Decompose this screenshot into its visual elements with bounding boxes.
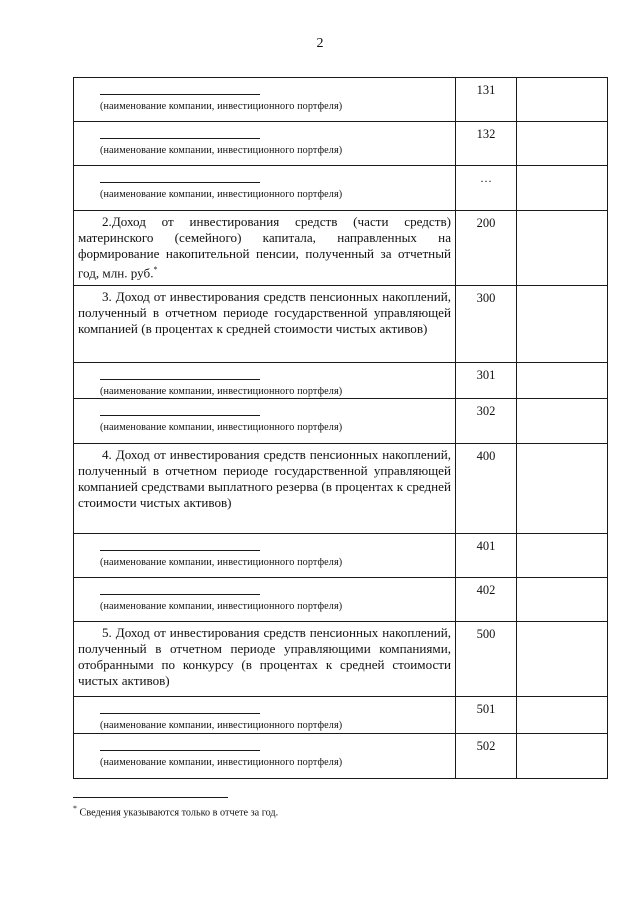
value-cell[interactable] xyxy=(517,211,608,286)
portfolio-row xyxy=(74,78,608,122)
row-code: 301 xyxy=(456,363,517,399)
portfolio-row xyxy=(74,363,608,399)
indicator-name-cell xyxy=(74,286,456,363)
value-cell[interactable] xyxy=(517,622,608,697)
portfolio-caption: (наименование компании, инвестиционного портфеля) xyxy=(100,101,343,112)
value-cell[interactable] xyxy=(517,534,608,578)
section-heading-text: 4. Доход от инвестирования средств пенсионных накоплений, полученный в отчетном периоде государственной управляющей компанией средствами выплатного резерва (в процентах к средней стоимости чистых активов) xyxy=(78,447,451,511)
portfolio-caption: (наименование компании, инвестиционного портфеля) xyxy=(100,557,343,569)
indicator-name-cell xyxy=(74,697,456,734)
row-code: 501 xyxy=(456,697,517,734)
row-code: … xyxy=(456,166,517,211)
value-cell[interactable] xyxy=(517,399,608,444)
portfolio-row xyxy=(74,399,608,444)
portfolio-row xyxy=(74,122,608,166)
section-heading-text: 3. Доход от инвестирования средств пенсионных накоплений, полученный в отчетном периоде государственной управляющей компанией (в процентах к средней стоимости чистых активов) xyxy=(78,289,451,337)
value-cell[interactable] xyxy=(517,78,608,122)
indicator-name-cell xyxy=(74,211,456,286)
fill-in-line xyxy=(100,550,260,551)
section-heading xyxy=(74,444,455,515)
section-heading-text: 2.Доход от инвестирования средств (части средств) материнского (семейного) капитала, направленных на формирование накопительной пенсии, полученный за отчетный год, млн. руб. xyxy=(78,214,451,281)
portfolio-caption: (наименование компании, инвестиционного портфеля) xyxy=(100,386,343,398)
row-code: 302 xyxy=(456,399,517,444)
row-code: 131 xyxy=(456,78,517,122)
fill-in-line xyxy=(100,713,260,714)
value-cell[interactable] xyxy=(517,734,608,779)
indicator-name-cell xyxy=(74,578,456,622)
row-code: 402 xyxy=(456,578,517,622)
value-cell[interactable] xyxy=(517,444,608,534)
footnote-mark: * xyxy=(73,804,77,813)
fill-in-line xyxy=(100,415,260,416)
portfolio-caption: (наименование компании, инвестиционного портфеля) xyxy=(100,422,343,434)
portfolio-row xyxy=(74,578,608,622)
row-code: 400 xyxy=(456,444,517,534)
fill-in-line xyxy=(100,94,260,95)
portfolio-caption: (наименование компании, инвестиционного портфеля) xyxy=(100,757,343,769)
portfolio-caption: (наименование компании, инвестиционного портфеля) xyxy=(100,601,343,613)
indicator-name-cell xyxy=(74,534,456,578)
row-code: 502 xyxy=(456,734,517,779)
row-code: 401 xyxy=(456,534,517,578)
section-row xyxy=(74,444,608,534)
section-row xyxy=(74,286,608,363)
portfolio-caption: (наименование компании, инвестиционного портфеля) xyxy=(100,720,343,732)
section-heading xyxy=(74,622,455,693)
section-heading xyxy=(74,211,455,285)
section-heading xyxy=(74,286,455,341)
portfolio-row xyxy=(74,166,608,211)
indicator-name-cell xyxy=(74,734,456,779)
indicator-name-cell xyxy=(74,444,456,534)
fill-in-line xyxy=(100,379,260,380)
value-cell[interactable] xyxy=(517,166,608,211)
fill-in-line xyxy=(100,594,260,595)
indicator-name-cell xyxy=(74,78,456,122)
value-cell[interactable] xyxy=(517,363,608,399)
value-cell[interactable] xyxy=(517,578,608,622)
fill-in-line xyxy=(100,750,260,751)
indicator-name-cell xyxy=(74,622,456,697)
portfolio-row xyxy=(74,534,608,578)
footnote-reference: * xyxy=(153,265,158,274)
footnote xyxy=(73,804,278,818)
footnote-separator xyxy=(73,797,228,798)
portfolio-caption: (наименование компании, инвестиционного портфеля) xyxy=(100,189,343,200)
row-code: 500 xyxy=(456,622,517,697)
row-code: 132 xyxy=(456,122,517,166)
indicator-name-cell xyxy=(74,363,456,399)
value-cell[interactable] xyxy=(517,697,608,734)
value-cell[interactable] xyxy=(517,122,608,166)
portfolio-row xyxy=(74,734,608,779)
page-number: 2 xyxy=(316,36,324,51)
row-code: 300 xyxy=(456,286,517,363)
indicator-name-cell xyxy=(74,399,456,444)
section-row xyxy=(74,622,608,697)
indicator-name-cell xyxy=(74,166,456,211)
row-code: 200 xyxy=(456,211,517,286)
fill-in-line xyxy=(100,182,260,183)
footnote-text: Сведения указываются только в отчете за год. xyxy=(77,807,279,819)
section-heading-text: 5. Доход от инвестирования средств пенсионных накоплений, полученный в отчетном периоде управляющими компаниями, отобранными по конкурсу (в процентах к средней стоимости чистых активов) xyxy=(78,625,451,689)
report-table xyxy=(73,77,608,779)
portfolio-caption: (наименование компании, инвестиционного портфеля) xyxy=(100,145,343,156)
fill-in-line xyxy=(100,138,260,139)
indicator-name-cell xyxy=(74,122,456,166)
portfolio-row xyxy=(74,697,608,734)
value-cell[interactable] xyxy=(517,286,608,363)
section-row xyxy=(74,211,608,286)
